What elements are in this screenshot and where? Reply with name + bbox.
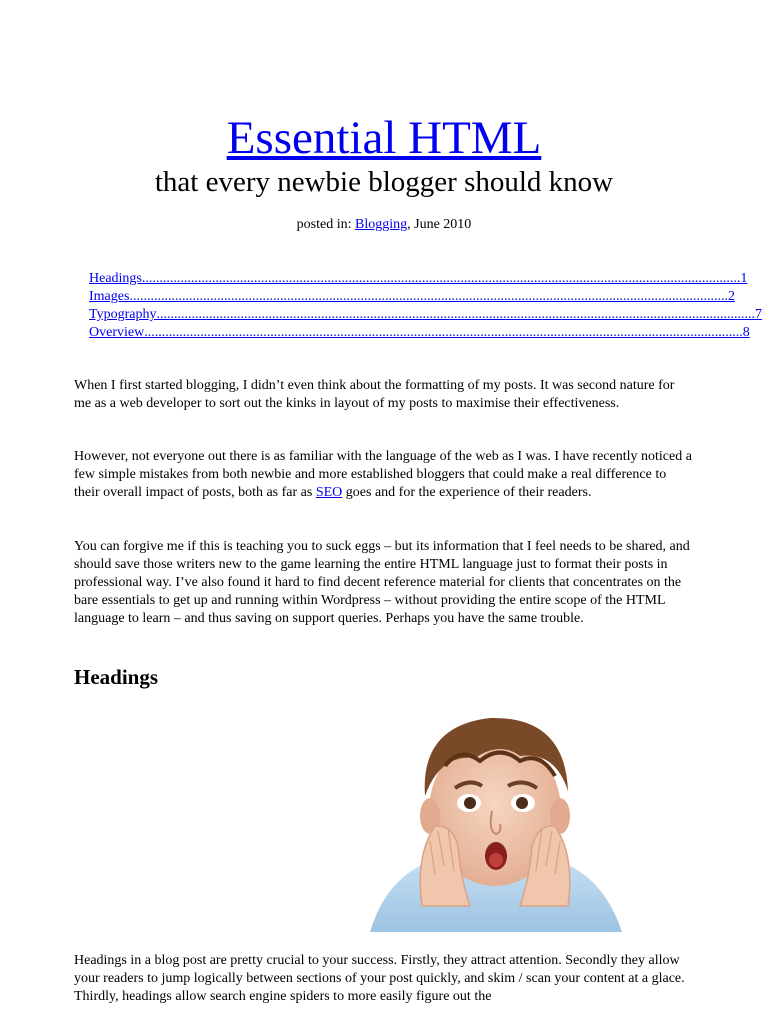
toc-leader-dots: ........................................................................................................................................................................... bbox=[144, 325, 743, 340]
intro-paragraph-2 bbox=[74, 448, 694, 502]
posted-date: , June 2010 bbox=[407, 217, 472, 232]
toc-page-number: 8 bbox=[742, 325, 750, 340]
toc-label: Overview bbox=[89, 325, 145, 340]
seo-link[interactable]: SEO bbox=[315, 485, 343, 500]
surprised-child-photo bbox=[360, 706, 624, 932]
table-of-contents bbox=[89, 270, 762, 342]
category-link-blogging[interactable]: Blogging bbox=[355, 217, 408, 232]
paragraph-text: You can forgive me if this is teaching you to suck eggs – but its information that I feel needs to be shared, and should save those writers new to the game learning the entire HTML language just to format their posts in professional way. I’ve also found it hard to find decent reference material for clients that concentrates on the bare essentials to get up and running within Wordpress – without providing the entire scope of the HTML language to learn – and thus saving on support queries. Perhaps you have the same trouble. bbox=[74, 539, 690, 626]
paragraph-text bbox=[74, 448, 694, 502]
page-title-link[interactable]: Essential HTML bbox=[226, 112, 542, 164]
toc-label: Images bbox=[89, 289, 130, 304]
toc-leader-dots: ........................................................................................................................................................................... bbox=[129, 289, 728, 304]
section-heading-headings: Headings bbox=[74, 665, 159, 689]
posted-prefix: posted in: bbox=[296, 217, 356, 232]
toc-item-overview[interactable] bbox=[89, 324, 750, 342]
toc-leader-dots: ........................................................................................................................................................................... bbox=[141, 271, 741, 286]
paragraph-text-before: However, not everyone out there is as familiar with the language of the web as I was. I have recently noticed a few simple mistakes from both newbie and more established bloggers that could make a real difference to their overall impact of posts, both as far as bbox=[74, 449, 692, 500]
toc-page-number: 2 bbox=[727, 289, 735, 304]
posted-in-line bbox=[0, 216, 768, 234]
toc-item-headings[interactable] bbox=[89, 270, 748, 288]
headings-paragraph-1 bbox=[74, 952, 694, 1006]
toc-label: Headings bbox=[89, 271, 142, 286]
intro-paragraph-1 bbox=[74, 377, 694, 413]
toc-item-images[interactable] bbox=[89, 288, 735, 306]
intro-paragraph-3 bbox=[74, 538, 694, 628]
toc-label: Typography bbox=[89, 307, 157, 322]
paragraph-text: Headings in a blog post are pretty crucial to your success. Firstly, they attract attention. Secondly they allow your readers to jump logically between sections of your post quickly, and skim / scan your content at a glace. Thirdly, headings allow search engine spiders to more easily figure out the bbox=[74, 953, 685, 1004]
toc-page-number: 7 bbox=[754, 307, 762, 322]
paragraph-text: When I first started blogging, I didn’t even think about the formatting of my posts. It was second nature for me as a web developer to sort out the kinks in layout of my posts to maximise their effectiveness. bbox=[74, 378, 675, 411]
toc-item-typography[interactable] bbox=[89, 306, 762, 324]
paragraph-text-after: goes and for the experience of their readers. bbox=[342, 485, 592, 500]
toc-page-number: 1 bbox=[740, 271, 748, 286]
page-subtitle: that every newbie blogger should know bbox=[154, 166, 614, 198]
toc-leader-dots: ........................................................................................................................................................................... bbox=[156, 307, 755, 322]
